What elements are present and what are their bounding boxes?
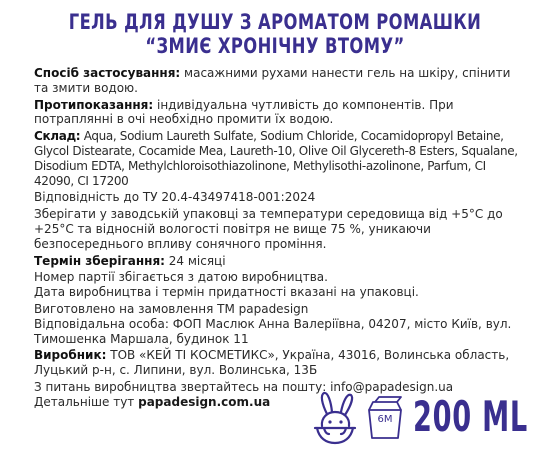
bottom-icons — [0, 388, 550, 450]
website-link[interactable]: papadesign.com.ua — [138, 394, 271, 409]
shelf-life-label: Термін зберігання: — [34, 253, 165, 268]
contraindications-label: Протипоказання: — [34, 97, 154, 112]
shelf-life-section — [34, 254, 524, 269]
shelf-life-text: 24 місяці — [164, 253, 226, 268]
manufacturer-section — [34, 348, 524, 378]
manufacturer-label: Виробник: — [34, 348, 107, 363]
made-to-order-text: Виготовлено на замовлення ТМ papadesign — [34, 301, 309, 316]
conformity-text: Відповідність до ТУ 20.4-43497418-001:2024 — [34, 190, 316, 205]
usage-label: Спосіб застосування: — [34, 66, 181, 80]
composition-section — [34, 129, 524, 188]
composition-label: Склад: — [34, 129, 81, 144]
storage-conditions-text: Зберігати у заводській упаковці за температури середовища від +5°С до +25°С та відносній вологості повітря не вище 75 %, уникаючи безпосереднього впливу сонячного проміння. — [34, 207, 503, 251]
contraindications-section — [34, 98, 524, 128]
date-note: Дата виробництва і термін придатності вказані на упаковці. — [34, 285, 419, 300]
label-content — [34, 66, 524, 412]
volume-label: 200 ML — [413, 392, 528, 441]
title-line-1: ГЕЛЬ ДЛЯ ДУШУ З АРОМАТОМ РОМАШКИ — [68, 10, 482, 34]
manufacturer-text: ТОВ «КЕЙ ТІ КОСМЕТИКС», Україна, 43016, Волинська область, Луцький р-н, с. Липини, вул. Волинська, 13Б — [34, 348, 510, 378]
product-title — [0, 10, 550, 58]
rabbit-icon — [310, 390, 360, 446]
usage-section — [34, 66, 524, 96]
contact-text: З питань виробництва звертайтесь на пошту: info@papadesign.ua — [34, 379, 454, 394]
usage-text: масажними рухами нанести гель на шкіру, спінити та змити водою. — [34, 66, 511, 95]
contraindications-text: індивідуальна чутливість до компонентів. При потраплянні в очі необхідно промити їх водою. — [34, 97, 454, 127]
details-prefix: Детальніше тут — [34, 394, 139, 409]
title-line-2: “ЗМИЄ ХРОНІЧНУ ВТОМУ” — [145, 34, 405, 58]
jar-icon — [363, 396, 407, 442]
batch-note: Номер партії збігається з датою виробництва. — [34, 270, 328, 285]
responsible-person-text: Відповідальна особа: ФОП Маслюк Анна Валеріївна, 04207, місто Київ, вул. Тимошенка Маршала, будинок 11 — [34, 316, 512, 346]
composition-text: Aqua, Sodium Laureth Sulfate, Sodium Chloride, Cocamidopropyl Betaine, Glycol Distearate, Cocamide Mea, Laureth-10, Olive Oil Glycereth-8 Esters, Squalane, Disodium EDTA, Methylchloroisothiazolinone, Methylisothi-azolinone, Parfum, CI 42090, CI 17200 — [34, 129, 518, 188]
pao-label: 6M — [377, 414, 393, 425]
